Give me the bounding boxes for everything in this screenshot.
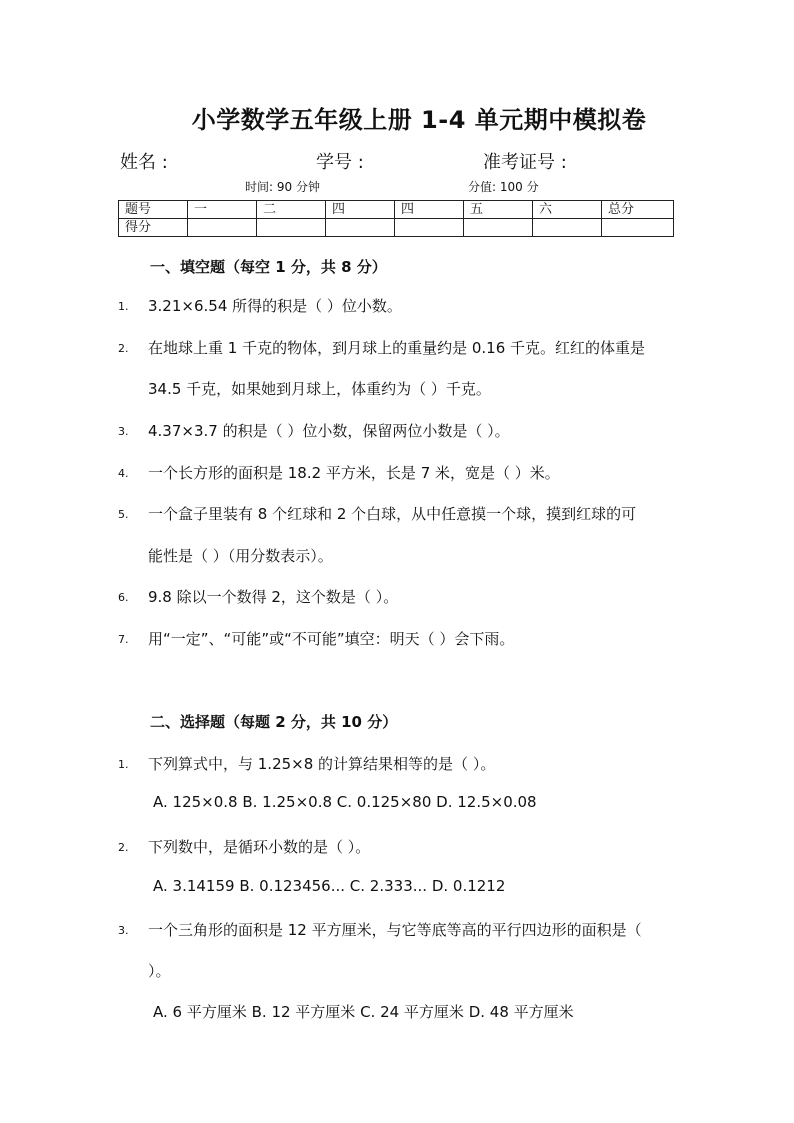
score-cell[interactable] xyxy=(257,219,326,237)
row-label-cell: 得分 xyxy=(119,219,188,237)
question-number: 4. xyxy=(118,467,129,480)
header-cell: 一 xyxy=(188,201,257,219)
question-text: ）。 xyxy=(148,962,171,980)
question-2-3-options: A. 6 平方厘米 B. 12 平方厘米 C. 24 平方厘米 D. 48 平方厘米 xyxy=(153,1003,574,1021)
question-text: 一个三角形的面积是 12 平方厘米，与它等底等高的平行四边形的面积是（ xyxy=(148,921,642,939)
name-label: 姓名 : xyxy=(120,152,168,173)
header-cell: 四 xyxy=(395,201,464,219)
section-1-title: 一、填空题（每空 1 分，共 8 分） xyxy=(150,258,387,276)
score-table-header-row xyxy=(119,201,674,219)
question-number: 2. xyxy=(118,841,129,854)
question-number: 2. xyxy=(118,342,129,355)
student-id-label: 学号 : xyxy=(316,152,364,173)
exam-number-label: 准考证号 : xyxy=(483,152,567,173)
question-number: 5. xyxy=(118,508,129,521)
question-text: 34.5 千克，如果她到月球上，体重约为（ ）千克。 xyxy=(148,380,491,398)
exam-title: 小学数学五年级上册 1-4 单元期中模拟卷 xyxy=(191,106,647,134)
score-cell[interactable] xyxy=(602,219,674,237)
question-text: 一个盒子里装有 8 个红球和 2 个白球，从中任意摸一个球，摸到红球的可 xyxy=(148,505,637,523)
question-text: 能性是（ ）（用分数表示）。 xyxy=(148,547,333,565)
question-text: 下列算式中，与 1.25×8 的计算结果相等的是（ ）。 xyxy=(148,755,496,773)
score-cell[interactable] xyxy=(188,219,257,237)
question-text: 9.8 除以一个数得 2，这个数是（ ）。 xyxy=(148,588,399,606)
score-cell[interactable] xyxy=(533,219,602,237)
score-info: 分值: 100 分 xyxy=(468,180,539,194)
question-text: 4.37×3.7 的积是（ ）位小数，保留两位小数是（ ）。 xyxy=(148,422,510,440)
header-cell: 总分 xyxy=(602,201,674,219)
header-cell: 题号 xyxy=(119,201,188,219)
score-cell[interactable] xyxy=(395,219,464,237)
question-2-1-options: A. 125×0.8 B. 1.25×0.8 C. 0.125×80 D. 12.5×0.08 xyxy=(153,793,537,811)
score-table xyxy=(118,200,674,237)
header-cell: 二 xyxy=(257,201,326,219)
header-cell: 六 xyxy=(533,201,602,219)
question-text: 用“一定”、“可能”或“不可能”填空：明天（ ）会下雨。 xyxy=(148,630,515,648)
question-2-2-options: A. 3.14159 B. 0.123456... C. 2.333... D. 0.1212 xyxy=(153,877,506,895)
score-cell[interactable] xyxy=(464,219,533,237)
score-table-score-row xyxy=(119,219,674,237)
question-number: 3. xyxy=(118,425,129,438)
question-number: 1. xyxy=(118,758,129,771)
question-number: 6. xyxy=(118,591,129,604)
header-cell: 四 xyxy=(326,201,395,219)
question-text: 下列数中，是循环小数的是（ ）。 xyxy=(148,838,371,856)
score-cell[interactable] xyxy=(326,219,395,237)
time-info: 时间: 90 分钟 xyxy=(245,180,320,194)
question-text: 在地球上重 1 千克的物体，到月球上的重量约是 0.16 千克。红红的体重是 xyxy=(148,339,646,357)
question-text: 一个长方形的面积是 18.2 平方米，长是 7 米，宽是（ ）米。 xyxy=(148,464,560,482)
question-number: 7. xyxy=(118,633,129,646)
question-number: 3. xyxy=(118,924,129,937)
section-2-title: 二、选择题（每题 2 分，共 10 分） xyxy=(150,713,398,731)
question-text: 3.21×6.54 所得的积是（ ）位小数。 xyxy=(148,297,402,315)
header-cell: 五 xyxy=(464,201,533,219)
question-number: 1. xyxy=(118,300,129,313)
